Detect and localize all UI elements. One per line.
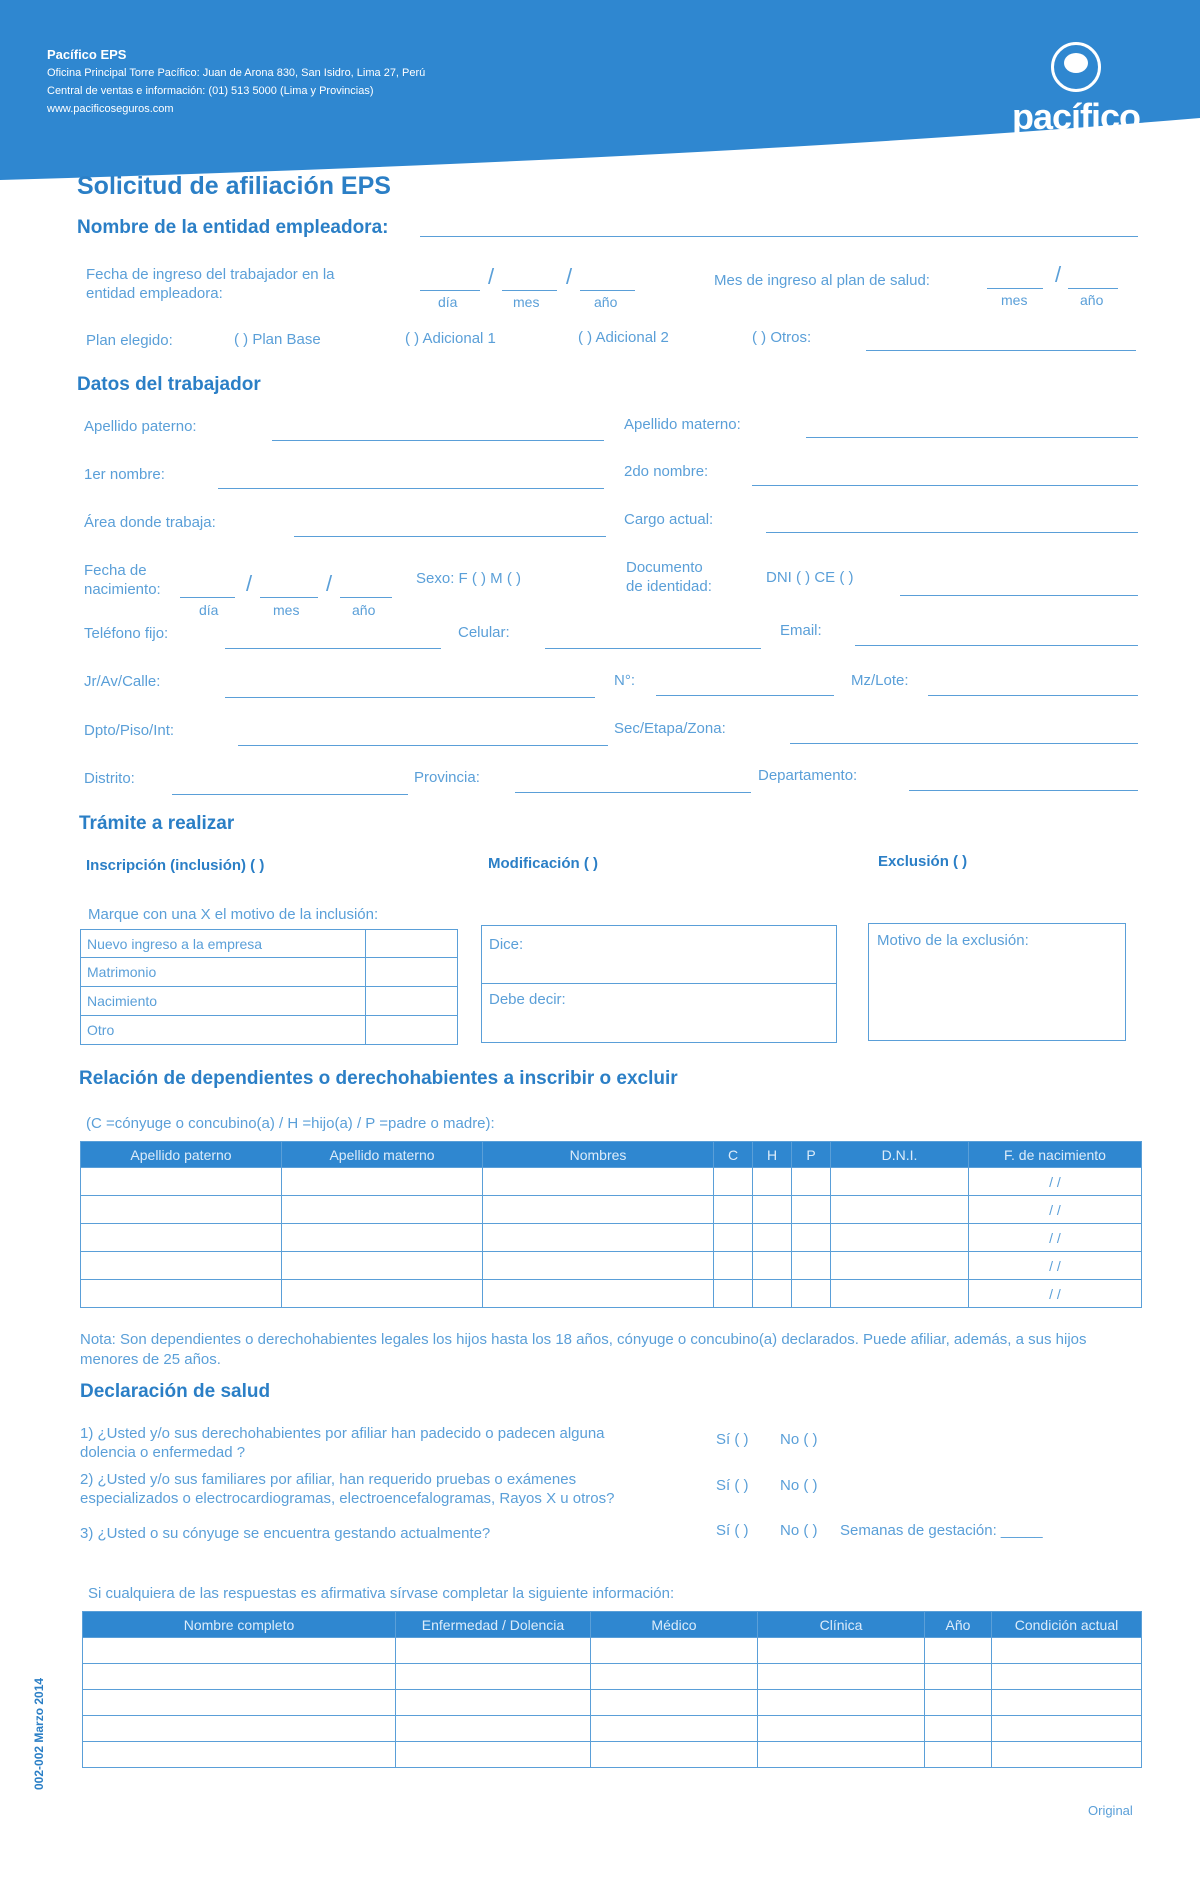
col-condicion: Condición actual (992, 1612, 1142, 1638)
date-slashes[interactable]: / / (969, 1196, 1142, 1224)
email-label: Email: (780, 622, 822, 639)
apellido-materno-field[interactable] (806, 437, 1138, 438)
health-question-2: 2) ¿Usted y/o sus familiares por afiliar, han requerido pruebas o exámenes especializados o electrocardiogramas, electroencefalogramas, Rayos X u otros? (80, 1471, 615, 1507)
q3-si[interactable]: Sí ( ) (716, 1522, 749, 1539)
motivo-check-cell[interactable] (366, 987, 458, 1016)
month-caption: mes (513, 294, 540, 310)
semanas-gestacion[interactable]: Semanas de gestación: _____ (840, 1522, 1043, 1539)
health-instruction: Si cualquiera de las respuestas es afirmativa sírvase completar la siguiente información: (88, 1585, 675, 1602)
debe-decir-label: Debe decir: (489, 991, 566, 1008)
date-slash: / (566, 264, 573, 289)
employer-label: Nombre de la entidad empleadora: (77, 217, 389, 238)
birth-year-field[interactable] (340, 597, 392, 598)
dependents-legend: (C =cónyuge o concubino(a) / H =hijo(a) / P =padre o madre): (86, 1115, 495, 1132)
motivo-inclusion-table (80, 929, 458, 1045)
employer-field[interactable] (420, 236, 1138, 237)
col-medico: Médico (591, 1612, 758, 1638)
col-dni: D.N.I. (831, 1142, 969, 1168)
calle-field[interactable] (225, 697, 595, 698)
exclusion-box[interactable] (868, 923, 1126, 1041)
q3-no[interactable]: No ( ) (780, 1522, 818, 1539)
form-title: Solicitud de afiliación EPS (77, 172, 391, 200)
date-slash: / (1055, 262, 1062, 287)
logo-wordmark: pacífico (1011, 96, 1140, 137)
table-row (83, 1716, 1142, 1742)
birth-month-field[interactable] (260, 597, 318, 598)
motivo-check-cell[interactable] (366, 958, 458, 987)
month-caption: mes (273, 602, 300, 618)
date-slashes[interactable]: / / (969, 1168, 1142, 1196)
plan-otros-field[interactable] (866, 350, 1136, 351)
header-info (47, 46, 425, 118)
dni-ce-options[interactable]: DNI ( ) CE ( ) (766, 569, 854, 586)
plan-option-otros[interactable]: ( ) Otros: (752, 329, 812, 346)
provincia-field[interactable] (515, 792, 751, 793)
office-address: Oficina Principal Torre Pacífico: Juan de Arona 830, San Isidro, Lima 27, Perú (47, 67, 426, 79)
dependents-note: Nota: Son dependientes o derechohabientes legales los hijos hasta los 18 años, cónyuge o concubino(a) declarados. Puede afiliar, además, a sus hijos menores de 25 años. (80, 1331, 1087, 1368)
plan-option-base[interactable]: ( ) Plan Base (234, 331, 321, 348)
month-caption: mes (1001, 292, 1028, 308)
dpto-label: Dpto/Piso/Int: (84, 722, 175, 739)
telefono-field[interactable] (225, 648, 441, 649)
date-slashes[interactable]: / / (969, 1280, 1142, 1308)
motivo-check-cell[interactable] (366, 1016, 458, 1045)
date-slash: / (246, 571, 253, 596)
sales-phone: Central de ventas e información: (01) 513 5000 (Lima y Provincias) (47, 85, 374, 97)
motivo-check-cell[interactable] (366, 930, 458, 958)
marque-instruction: Marque con una X el motivo de la inclusión: (88, 906, 379, 923)
primer-nombre-label: 1er nombre: (84, 466, 165, 483)
logo-icon (1051, 42, 1101, 92)
entry-date-label: Fecha de ingreso del trabajador en la entidad empleadora: (86, 266, 335, 302)
provincia-label: Provincia: (414, 769, 480, 786)
form-code: 002-002 Marzo 2014 (32, 1677, 46, 1790)
table-row (83, 1742, 1142, 1768)
documento-field[interactable] (900, 595, 1138, 596)
motivo-exclusion-label: Motivo de la exclusión: (877, 932, 1029, 949)
modificacion-box (481, 925, 837, 1043)
entry-day-field[interactable] (420, 290, 480, 291)
dependents-table (80, 1141, 1142, 1308)
numero-field[interactable] (656, 695, 834, 696)
plan-year-field[interactable] (1068, 288, 1118, 289)
modificacion-divider (482, 983, 836, 984)
motivo-nacimiento: Nacimiento (81, 987, 366, 1016)
worker-section-title: Datos del trabajador (77, 374, 261, 395)
plan-month-label: Mes de ingreso al plan de salud: (714, 272, 930, 289)
date-slash: / (488, 264, 495, 289)
birth-day-field[interactable] (180, 597, 235, 598)
table-row (81, 1252, 1142, 1280)
health-question-3: 3) ¿Usted o su cónyuge se encuentra gestando actualmente? (80, 1525, 491, 1542)
col-anio: Año (925, 1612, 992, 1638)
q1-no[interactable]: No ( ) (780, 1431, 818, 1448)
celular-label: Celular: (458, 624, 510, 641)
company-name: Pacífico EPS (47, 47, 127, 62)
col-apellido-paterno: Apellido paterno (81, 1142, 282, 1168)
col-p: P (792, 1142, 831, 1168)
day-caption: día (438, 294, 458, 310)
apellido-paterno-label: Apellido paterno: (84, 418, 197, 435)
dpto-field[interactable] (238, 745, 608, 746)
q2-si[interactable]: Sí ( ) (716, 1477, 749, 1494)
distrito-field[interactable] (172, 794, 408, 795)
numero-label: N°: (614, 672, 635, 689)
calle-label: Jr/Av/Calle: (84, 673, 161, 690)
year-caption: año (352, 602, 376, 618)
table-row (81, 1280, 1142, 1308)
q2-no[interactable]: No ( ) (780, 1477, 818, 1494)
cargo-label: Cargo actual: (624, 511, 714, 528)
date-slashes[interactable]: / / (969, 1252, 1142, 1280)
apellido-paterno-field[interactable] (272, 440, 604, 441)
plan-option-adicional-1[interactable]: ( ) Adicional 1 (405, 330, 496, 347)
table-row (83, 1664, 1142, 1690)
departamento-label: Departamento: (758, 767, 858, 784)
col-nombres: Nombres (483, 1142, 714, 1168)
day-caption: día (199, 602, 219, 618)
table-row (83, 1638, 1142, 1664)
health-question-1: 1) ¿Usted y/o sus derechohabientes por afiliar han padecido o padecen alguna dolencia o enfermedad ? (80, 1425, 605, 1461)
col-enfermedad: Enfermedad / Dolencia (396, 1612, 591, 1638)
year-caption: año (594, 294, 618, 310)
cargo-field[interactable] (766, 532, 1138, 533)
plan-option-adicional-2[interactable]: ( ) Adicional 2 (578, 329, 669, 346)
motivo-nuevo-ingreso: Nuevo ingreso a la empresa (81, 930, 366, 958)
health-section-title: Declaración de salud (80, 1381, 271, 1402)
year-caption: año (1080, 292, 1104, 308)
col-nombre-completo: Nombre completo (83, 1612, 396, 1638)
email-field[interactable] (855, 645, 1138, 646)
segundo-nombre-field[interactable] (752, 485, 1138, 486)
fecha-nacimiento-label: Fecha de nacimiento: (84, 562, 161, 598)
dice-label: Dice: (489, 936, 524, 953)
documento-label: Documento de identidad: (626, 559, 712, 595)
mz-lote-field[interactable] (928, 695, 1138, 696)
table-row (81, 1168, 1142, 1196)
q1-si[interactable]: Sí ( ) (716, 1431, 749, 1448)
plan-label: Plan elegido: (86, 332, 173, 349)
dependents-section-title: Relación de dependientes o derechohabientes a inscribir o excluir (79, 1068, 678, 1089)
sector-field[interactable] (790, 743, 1138, 744)
plan-month-field[interactable] (987, 288, 1043, 289)
area-field[interactable] (294, 536, 606, 537)
apellido-materno-label: Apellido materno: (624, 416, 741, 433)
tramite-section-title: Trámite a realizar (79, 813, 235, 834)
sexo-options[interactable]: Sexo: F ( ) M ( ) (416, 570, 521, 587)
motivo-matrimonio: Matrimonio (81, 958, 366, 987)
col-h: H (753, 1142, 792, 1168)
col-fecha-nacimiento: F. de nacimiento (969, 1142, 1142, 1168)
date-slashes[interactable]: / / (969, 1224, 1142, 1252)
primer-nombre-field[interactable] (218, 488, 604, 489)
exclusion-option[interactable]: Exclusión ( ) (878, 853, 968, 870)
health-table (82, 1611, 1142, 1768)
distrito-label: Distrito: (84, 770, 135, 787)
inscripcion-option[interactable]: Inscripción (inclusión) ( ) (86, 857, 265, 874)
segundo-nombre-label: 2do nombre: (624, 463, 709, 480)
table-row (83, 1690, 1142, 1716)
original-label: Original (1088, 1803, 1133, 1818)
telefono-label: Teléfono fijo: (84, 625, 169, 642)
entry-month-field[interactable] (502, 290, 557, 291)
area-label: Área donde trabaja: (84, 514, 216, 531)
modificacion-option[interactable]: Modificación ( ) (488, 855, 598, 872)
entry-year-field[interactable] (580, 290, 635, 291)
col-apellido-materno: Apellido materno (282, 1142, 483, 1168)
date-slash: / (326, 571, 333, 596)
mz-lote-label: Mz/Lote: (851, 672, 909, 689)
departamento-field[interactable] (909, 790, 1138, 791)
celular-field[interactable] (545, 648, 761, 649)
col-clinica: Clínica (758, 1612, 925, 1638)
website: www.pacificoseguros.com (47, 103, 174, 115)
sector-label: Sec/Etapa/Zona: (614, 720, 726, 737)
motivo-otro: Otro (81, 1016, 366, 1045)
table-row (81, 1224, 1142, 1252)
col-c: C (714, 1142, 753, 1168)
pacifico-logo (1012, 42, 1140, 138)
table-row (81, 1196, 1142, 1224)
